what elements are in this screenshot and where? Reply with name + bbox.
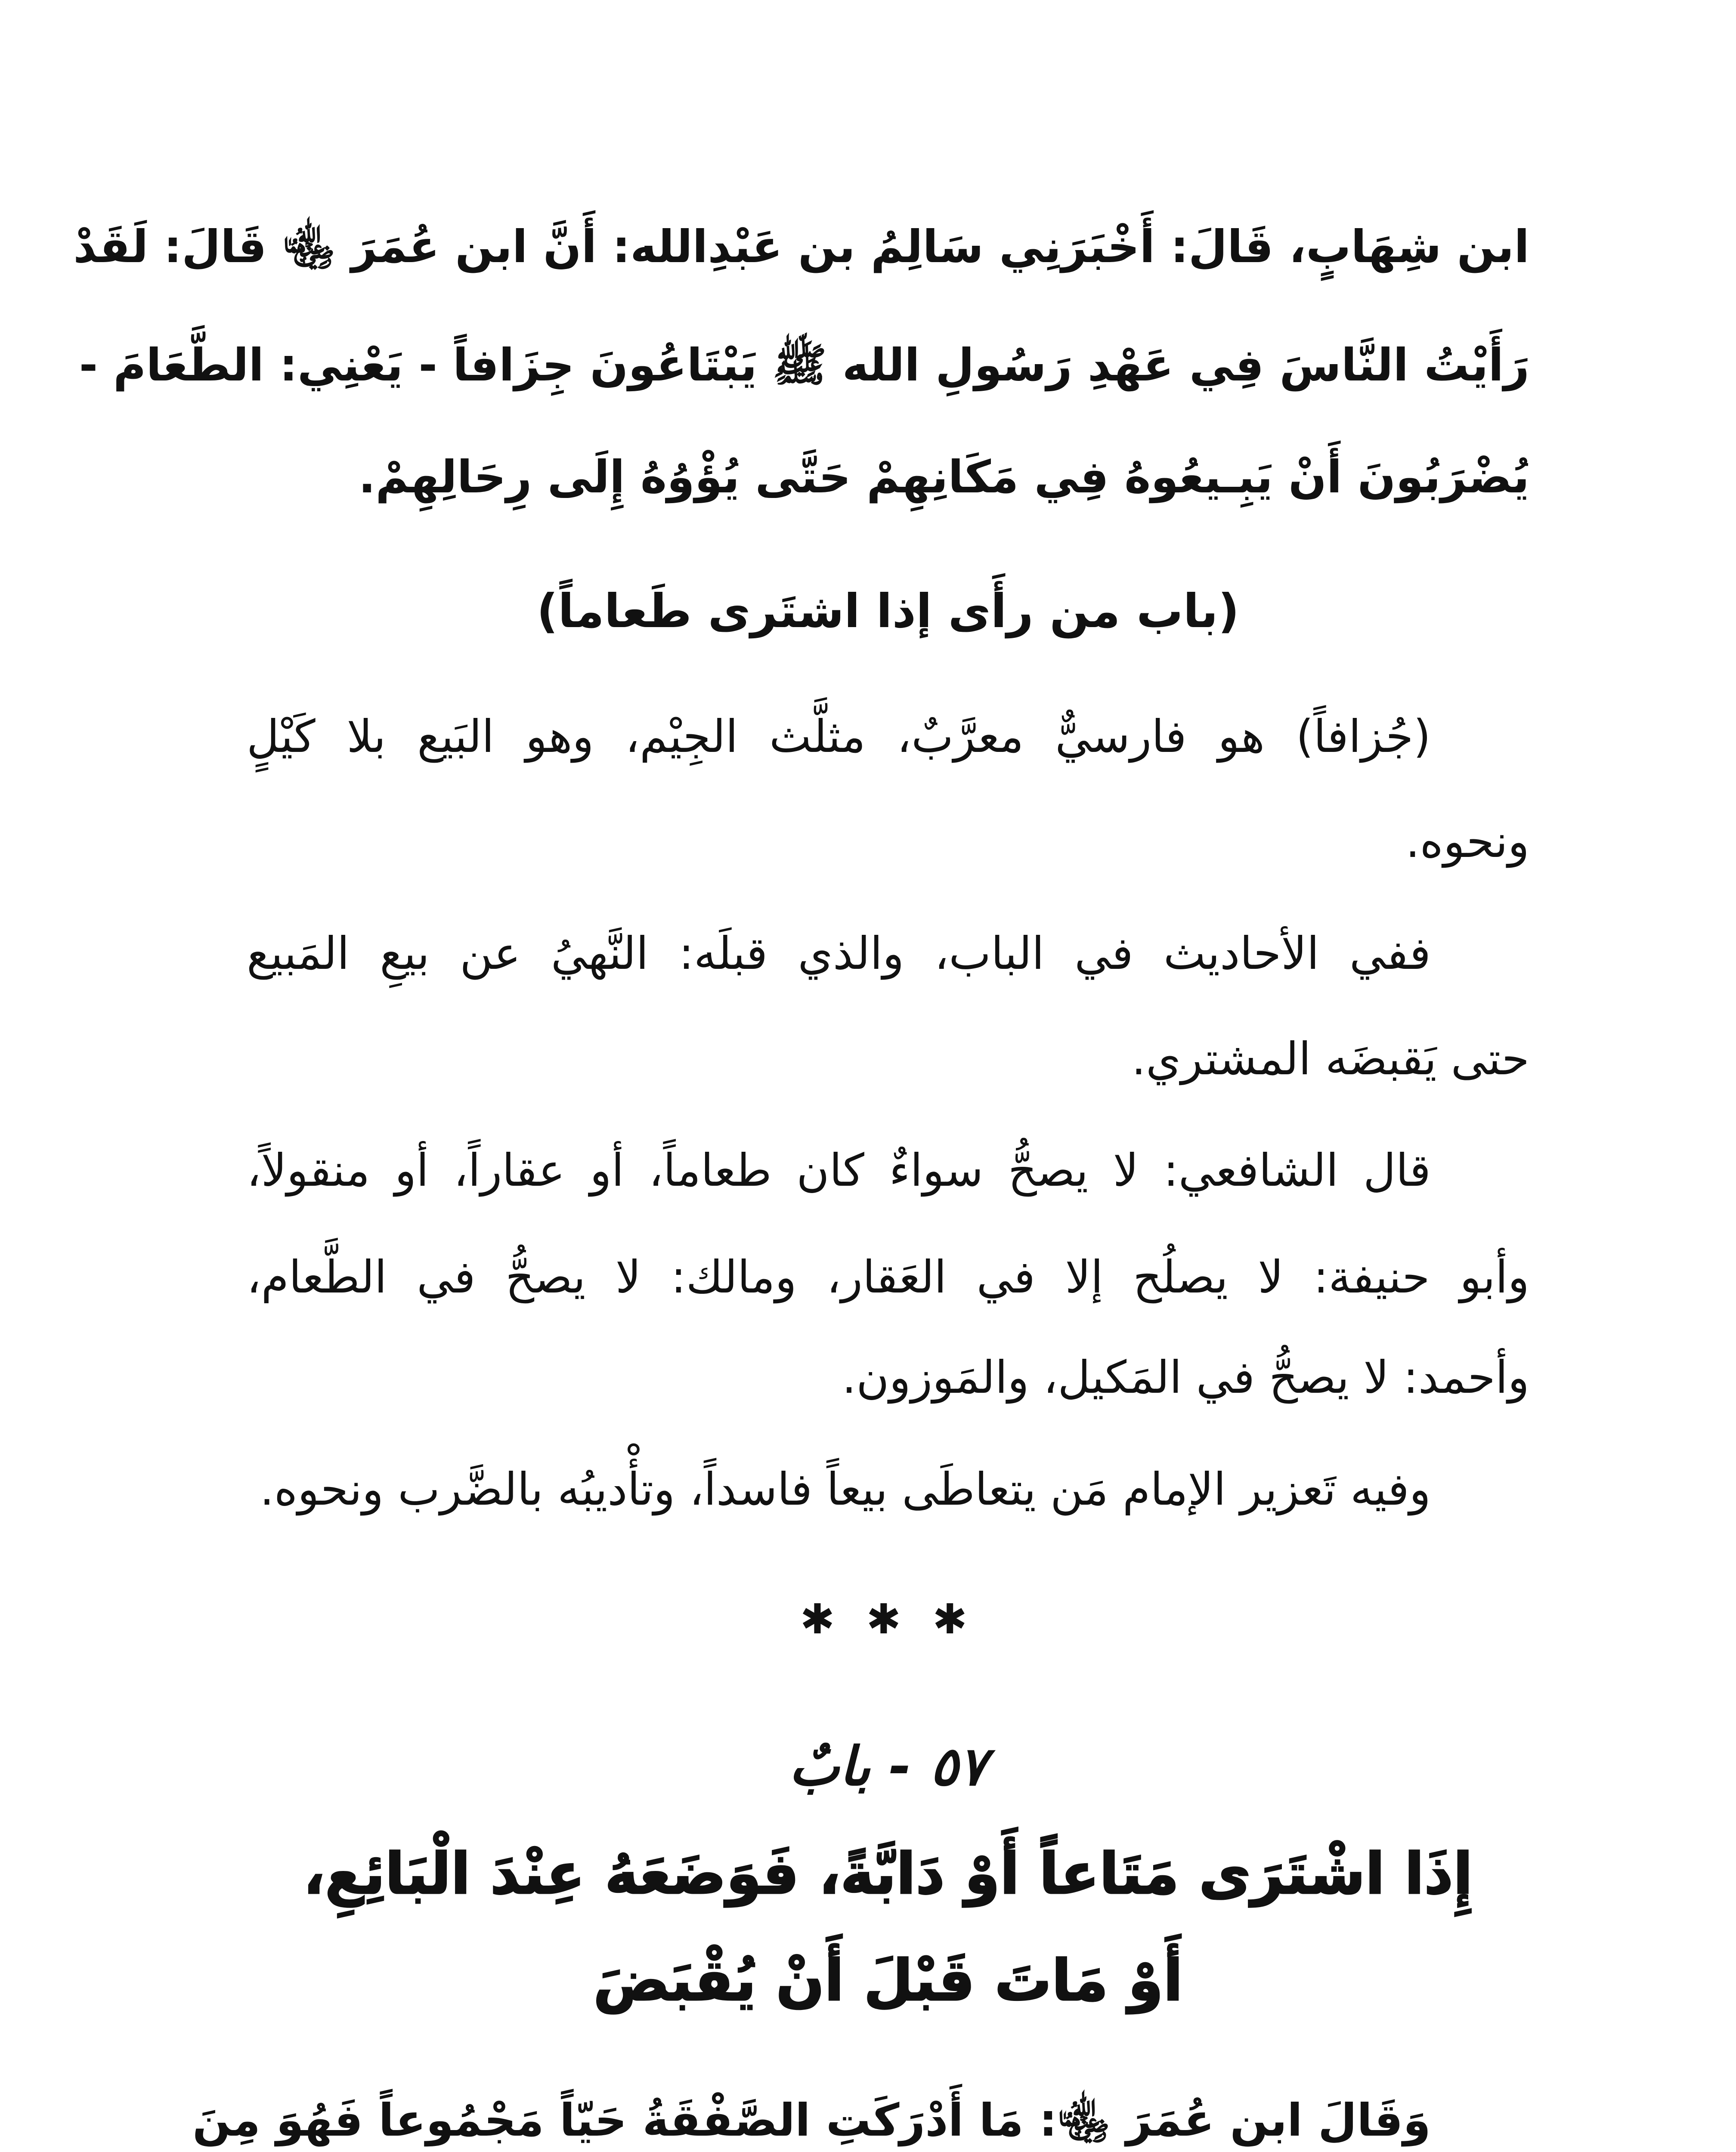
athar-line: وَقَالَ ابن عُمَرَ ﵄: مَا أَدْرَكَتِ الصَّفْقَةُ حَيّاً مَجْمُوعاً فَهُوَ مِنَ <box>192 2094 1431 2146</box>
paragraph-line: قال الشافعي: لا يصحُّ سواءٌ كان طعاماً، أو عقاراً، أو منقولاً، <box>247 1144 1431 1197</box>
paragraph-line: (جُزافاً) هو فارسيٌّ معرَّبٌ، مثلَّث الجِيْم، وهو البَيع بلا كَيْلٍ <box>247 710 1431 763</box>
hadith-line: رَأَيْتُ النَّاسَ فِي عَهْدِ رَسُولِ الله ﷺ يَبْتَاعُونَ جِزَافاً - يَعْنِي: الطَّعَامَ - <box>79 339 1529 391</box>
paragraph-line: ففي الأحاديث في الباب، والذي قبلَه: النَّهيُ عن بيعِ المَبيع <box>247 927 1431 980</box>
hadith-line: ابن شِهَابٍ، قَالَ: أَخْبَرَنِي سَالِمُ بن عَبْدِالله: أَنَّ ابن عُمَرَ ﵄ قَالَ: لَقَدْ <box>73 220 1529 273</box>
section-heading: (باب من رأَى إذا اشتَرى طَعاماً) <box>536 584 1240 638</box>
paragraph-line: وفيه تَعزير الإمام مَن يتعاطَى بيعاً فاسداً، وتأْديبُه بالضَّرب ونحوه. <box>260 1463 1431 1515</box>
paragraph-line: حتى يَقبضَه المشتري. <box>1131 1033 1529 1085</box>
chapter-title-line: أَوْ مَاتَ قَبْلَ أَنْ يُقْبَضَ <box>593 1948 1183 2014</box>
separator-stars: ✱ ✱ ✱ <box>800 1595 976 1643</box>
chapter-title-line: إِذَا اشْتَرَى مَتَاعاً أَوْ دَابَّةً، فَوَضَعَهُ عِنْدَ الْبَائِعِ، <box>303 1841 1473 1907</box>
paragraph-line: وأحمد: لا يصحُّ في المَكيل، والمَوزون. <box>842 1351 1529 1404</box>
hadith-line: يُضْرَبُونَ أَنْ يَبِـيعُوهُ فِي مَكَانِهِمْ حَتَّى يُؤْوُهُ إِلَى رِحَالِهِمْ. <box>358 451 1529 503</box>
paragraph-line: وأبو حنيفة: لا يصلُح إلا في العَقار، ومالك: لا يصحُّ في الطَّعام، <box>247 1251 1529 1303</box>
chapter-number: ٥٧ - بابٌ <box>789 1736 987 1798</box>
paragraph-line: ونحوه. <box>1405 815 1529 868</box>
